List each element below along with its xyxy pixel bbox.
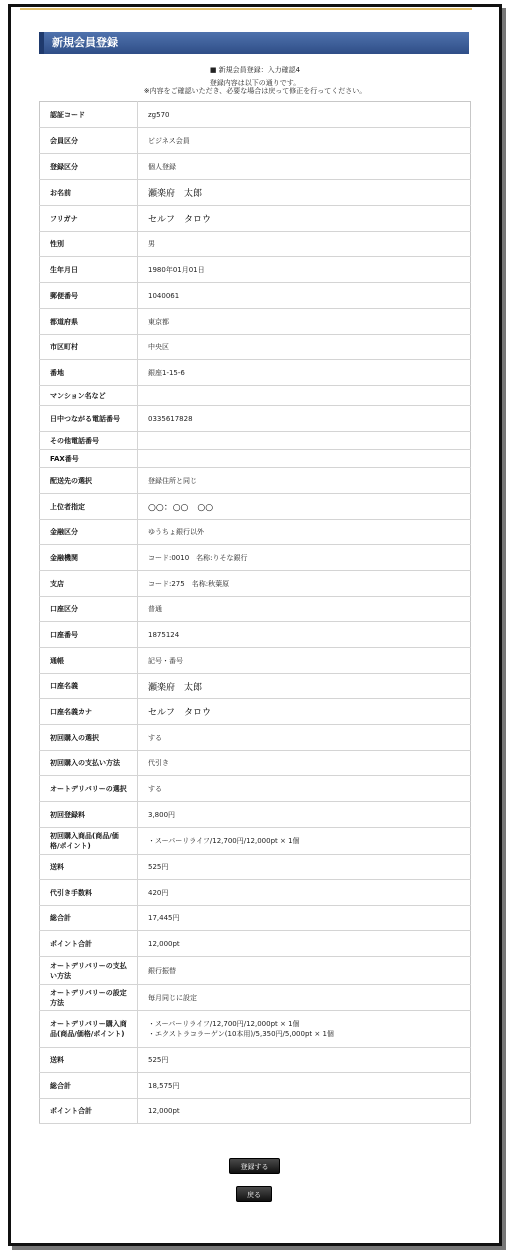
- row-label: オートデリバリーの設定方法: [40, 985, 138, 1011]
- row-label: 口座区分: [40, 597, 138, 622]
- table-row: [40, 180, 471, 206]
- row-label: 初回購入の支払い方法: [40, 751, 138, 776]
- row-value: 東京都: [138, 309, 471, 335]
- row-label: 口座番号: [40, 622, 138, 648]
- row-value: 男: [138, 232, 471, 257]
- row-label: 性別: [40, 232, 138, 257]
- row-value: 1980年01月01日: [138, 257, 471, 283]
- row-label: オートデリバリーの選択: [40, 776, 138, 802]
- row-label: 支店: [40, 571, 138, 597]
- row-value: 普通: [138, 597, 471, 622]
- row-value: 登録住所と同じ: [138, 468, 471, 494]
- table-row: [40, 1048, 471, 1073]
- row-value: ・スーパーリライフ/12,700円/12,000pt × 1個 ・エクストラコラーゲン(10本用)/5,350円/5,000pt × 1個: [138, 1011, 471, 1048]
- table-row: [40, 335, 471, 360]
- row-value: 銀座1-15-6: [138, 360, 471, 386]
- row-label: オートデリバリー購入商品(商品/価格/ポイント): [40, 1011, 138, 1048]
- row-label: FAX番号: [40, 450, 138, 468]
- row-value: 中央区: [138, 335, 471, 360]
- register-button[interactable]: 登録する: [229, 1158, 280, 1174]
- row-value: 個人登録: [138, 154, 471, 180]
- row-value: zg570: [138, 102, 471, 128]
- table-row: [40, 283, 471, 309]
- table-row: [40, 931, 471, 957]
- row-label: 市区町村: [40, 335, 138, 360]
- top-accent-line: [20, 8, 472, 10]
- row-label: 生年月日: [40, 257, 138, 283]
- table-row: [40, 751, 471, 776]
- row-value: [138, 432, 471, 450]
- row-label: 日中つながる電話番号: [40, 406, 138, 432]
- row-value: セルフ タロウ: [138, 206, 471, 232]
- row-label: オートデリバリーの支払い方法: [40, 957, 138, 985]
- step-note: ※内容をご確認いただき、必要な場合は戻って修正を行ってください。: [143, 87, 367, 95]
- row-label: 認証コード: [40, 102, 138, 128]
- row-value: 12,000pt: [138, 931, 471, 957]
- row-value: ビジネス会員: [138, 128, 471, 154]
- row-label: 代引き手数料: [40, 880, 138, 906]
- table-row: [40, 450, 471, 468]
- page-title: 新規会員登録: [52, 36, 118, 49]
- row-value: 瀬楽府 太郎: [138, 674, 471, 699]
- table-row: [40, 1099, 471, 1124]
- row-value: 0335617828: [138, 406, 471, 432]
- table-row: [40, 674, 471, 699]
- table-row: [40, 622, 471, 648]
- table-row: [40, 985, 471, 1011]
- row-value: 代引き: [138, 751, 471, 776]
- table-row: [40, 102, 471, 128]
- table-row: [40, 257, 471, 283]
- row-value: 18,575円: [138, 1073, 471, 1099]
- row-value: する: [138, 776, 471, 802]
- row-label: 金融機関: [40, 545, 138, 571]
- row-label: 番地: [40, 360, 138, 386]
- row-label: 配送先の選択: [40, 468, 138, 494]
- row-value: ゆうちょ銀行以外: [138, 520, 471, 545]
- page-header: [39, 32, 469, 54]
- table-row: [40, 232, 471, 257]
- row-value: コード:0010 名称:りそな銀行: [138, 545, 471, 571]
- table-row: [40, 957, 471, 985]
- row-value: 12,000pt: [138, 1099, 471, 1124]
- row-value: 3,800円: [138, 802, 471, 828]
- row-label: お名前: [40, 180, 138, 206]
- row-label: ポイント合計: [40, 1099, 138, 1124]
- row-value: 420円: [138, 880, 471, 906]
- row-value: ○○：○○ ○○: [138, 494, 471, 520]
- row-value: 毎月同じに設定: [138, 985, 471, 1011]
- row-label: 送料: [40, 1048, 138, 1073]
- table-row: [40, 432, 471, 450]
- table-row: [40, 360, 471, 386]
- row-label: 総合計: [40, 1073, 138, 1099]
- row-value: 525円: [138, 855, 471, 880]
- row-label: 初回購入の選択: [40, 725, 138, 751]
- row-label: その他電話番号: [40, 432, 138, 450]
- row-label: マンション名など: [40, 386, 138, 406]
- row-label: 郵便番号: [40, 283, 138, 309]
- back-button[interactable]: 戻る: [236, 1186, 272, 1202]
- row-value: [138, 450, 471, 468]
- table-row: [40, 154, 471, 180]
- row-value: 1875124: [138, 622, 471, 648]
- table-row: [40, 571, 471, 597]
- table-row: [40, 648, 471, 674]
- row-label: 上位者指定: [40, 494, 138, 520]
- row-value: 1040061: [138, 283, 471, 309]
- row-value: 525円: [138, 1048, 471, 1073]
- table-row: [40, 699, 471, 725]
- row-label: 金融区分: [40, 520, 138, 545]
- row-label: ポイント合計: [40, 931, 138, 957]
- row-value: する: [138, 725, 471, 751]
- row-label: フリガナ: [40, 206, 138, 232]
- row-label: 会員区分: [40, 128, 138, 154]
- table-row: [40, 855, 471, 880]
- row-value: 17,445円: [138, 906, 471, 931]
- table-row: [40, 128, 471, 154]
- row-value: 瀬楽府 太郎: [138, 180, 471, 206]
- table-row: [40, 494, 471, 520]
- row-label: 都道府県: [40, 309, 138, 335]
- table-row: [40, 1011, 471, 1048]
- table-row: [40, 597, 471, 622]
- table-row: [40, 309, 471, 335]
- row-label: 送料: [40, 855, 138, 880]
- row-value: セルフ タロウ: [138, 699, 471, 725]
- table-row: [40, 520, 471, 545]
- table-row: [40, 1073, 471, 1099]
- row-value: ・スーパーリライフ/12,700円/12,000pt × 1個: [138, 828, 471, 855]
- step-indicator: ■ 新規会員登録：入力確認4: [209, 66, 301, 74]
- step-message: 登録内容は以下の通りです。: [209, 79, 301, 87]
- table-row: [40, 406, 471, 432]
- row-label: 登録区分: [40, 154, 138, 180]
- row-label: 初回登録料: [40, 802, 138, 828]
- table-row: [40, 906, 471, 931]
- table-row: [40, 802, 471, 828]
- table-row: [40, 725, 471, 751]
- table-row: [40, 880, 471, 906]
- row-value: 銀行振替: [138, 957, 471, 985]
- registration-summary-table: [39, 101, 471, 1124]
- table-row: [40, 468, 471, 494]
- table-row: [40, 206, 471, 232]
- row-label: 口座名義カナ: [40, 699, 138, 725]
- table-row: [40, 386, 471, 406]
- table-row: [40, 828, 471, 855]
- row-label: 通帳: [40, 648, 138, 674]
- row-label: 初回購入商品(商品/価格/ポイント): [40, 828, 138, 855]
- table-row: [40, 776, 471, 802]
- row-label: 総合計: [40, 906, 138, 931]
- row-value: [138, 386, 471, 406]
- row-value: 記号・番号: [138, 648, 471, 674]
- row-label: 口座名義: [40, 674, 138, 699]
- row-value: コード:275 名称:秋葉原: [138, 571, 471, 597]
- table-row: [40, 545, 471, 571]
